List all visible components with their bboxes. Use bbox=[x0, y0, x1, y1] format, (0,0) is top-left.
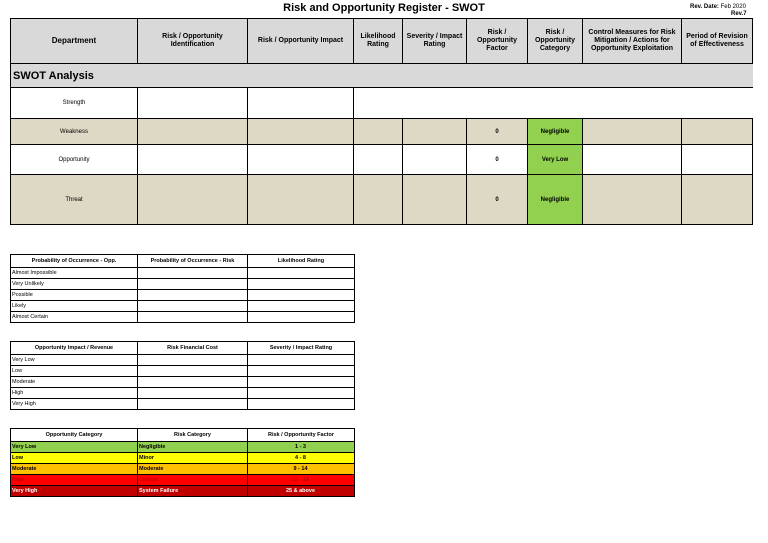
table-cell[interactable] bbox=[248, 279, 355, 290]
table-row bbox=[11, 268, 355, 279]
table-cell[interactable] bbox=[248, 388, 355, 399]
rev-date-label: Rev. Date: bbox=[690, 4, 719, 10]
category-header-row bbox=[11, 429, 355, 442]
table-row bbox=[11, 88, 753, 119]
table-row bbox=[11, 145, 753, 175]
table-cell[interactable] bbox=[138, 279, 248, 290]
risk-category: Critical bbox=[138, 475, 248, 486]
section-title: SWOT Analysis bbox=[11, 64, 753, 88]
table-row bbox=[11, 279, 355, 290]
category-header: Risk / Opportunity Factor bbox=[248, 429, 355, 442]
opp-category: High bbox=[11, 475, 138, 486]
opp-category: Very High bbox=[11, 486, 138, 497]
row-label: Threat bbox=[11, 175, 138, 225]
rev-number: Rev.7 bbox=[731, 11, 747, 17]
table-cell[interactable] bbox=[138, 119, 248, 145]
col-control-measures: Control Measures for Risk Mitigation / Actions for Opportunity Exploitation bbox=[583, 19, 682, 64]
table-row bbox=[11, 355, 355, 366]
table-cell[interactable] bbox=[248, 175, 354, 225]
table-row bbox=[11, 119, 753, 145]
table-cell[interactable] bbox=[403, 119, 467, 145]
factor-cell: 0 bbox=[467, 145, 528, 175]
table-cell[interactable] bbox=[248, 355, 355, 366]
table-cell[interactable] bbox=[248, 145, 354, 175]
table-cell[interactable] bbox=[682, 175, 753, 225]
table-cell[interactable] bbox=[138, 388, 248, 399]
table-cell[interactable] bbox=[138, 301, 248, 312]
table-cell[interactable] bbox=[354, 175, 403, 225]
table-cell[interactable] bbox=[138, 355, 248, 366]
category-header: Risk Category bbox=[138, 429, 248, 442]
severity-label: High bbox=[11, 388, 138, 399]
table-cell[interactable] bbox=[248, 290, 355, 301]
table-cell[interactable] bbox=[248, 312, 355, 323]
factor-range: 9 - 14 bbox=[248, 464, 355, 475]
table-cell[interactable] bbox=[248, 366, 355, 377]
rev-date bbox=[690, 4, 746, 10]
severity-header-row bbox=[11, 342, 355, 355]
table-cell[interactable] bbox=[138, 145, 248, 175]
opp-category: Very Low bbox=[11, 442, 138, 453]
section-row bbox=[11, 64, 753, 88]
category-row bbox=[11, 453, 355, 464]
likelihood-label: Almost Impossible bbox=[11, 268, 138, 279]
opp-category: Moderate bbox=[11, 464, 138, 475]
table-cell[interactable] bbox=[682, 145, 753, 175]
table-cell[interactable] bbox=[138, 175, 248, 225]
table-cell[interactable] bbox=[583, 119, 682, 145]
swot-register-table bbox=[10, 18, 753, 225]
table-cell[interactable] bbox=[354, 88, 753, 119]
col-factor: Risk / Opportunity Factor bbox=[467, 19, 528, 64]
table-cell[interactable] bbox=[248, 301, 355, 312]
table-cell[interactable] bbox=[682, 119, 753, 145]
col-impact: Risk / Opportunity Impact bbox=[248, 19, 354, 64]
table-cell[interactable] bbox=[248, 88, 354, 119]
table-cell[interactable] bbox=[248, 399, 355, 410]
category-row bbox=[11, 442, 355, 453]
factor-range: 15 - 19 bbox=[248, 475, 355, 486]
table-cell[interactable] bbox=[138, 399, 248, 410]
col-period-revision: Period of Revision of Effectiveness bbox=[682, 19, 753, 64]
severity-header: Opportunity Impact / Revenue bbox=[11, 342, 138, 355]
rev-date-value: Feb 2020 bbox=[720, 4, 746, 10]
table-cell[interactable] bbox=[403, 145, 467, 175]
table-row bbox=[11, 377, 355, 388]
likelihood-header-row bbox=[11, 255, 355, 268]
risk-category: Minor bbox=[138, 453, 248, 464]
risk-category: System Failure bbox=[138, 486, 248, 497]
factor-cell: 0 bbox=[467, 119, 528, 145]
likelihood-header: Likelihood Rating bbox=[248, 255, 355, 268]
table-cell[interactable] bbox=[138, 377, 248, 388]
table-cell[interactable] bbox=[583, 145, 682, 175]
risk-category: Negligible bbox=[138, 442, 248, 453]
table-cell[interactable] bbox=[403, 175, 467, 225]
row-label: Opportunity bbox=[11, 145, 138, 175]
category-cell: Negligible bbox=[528, 119, 583, 145]
register-header-row bbox=[11, 19, 753, 64]
table-cell[interactable] bbox=[138, 268, 248, 279]
category-table bbox=[10, 428, 355, 497]
table-cell[interactable] bbox=[138, 366, 248, 377]
table-cell[interactable] bbox=[583, 175, 682, 225]
col-identification: Risk / Opportunity Identification bbox=[138, 19, 248, 64]
table-cell[interactable] bbox=[248, 377, 355, 388]
col-severity: Severity / Impact Rating bbox=[403, 19, 467, 64]
table-row bbox=[11, 366, 355, 377]
page-title: Risk and Opportunity Register - SWOT bbox=[283, 2, 485, 14]
col-likelihood: Likelihood Rating bbox=[354, 19, 403, 64]
severity-label: Very Low bbox=[11, 355, 138, 366]
severity-header: Risk Financial Cost bbox=[138, 342, 248, 355]
likelihood-label: Almost Certain bbox=[11, 312, 138, 323]
severity-label: Very High bbox=[11, 399, 138, 410]
row-label: Weakness bbox=[11, 119, 138, 145]
col-department: Department bbox=[11, 19, 138, 64]
category-cell: Very Low bbox=[528, 145, 583, 175]
factor-cell: 0 bbox=[467, 175, 528, 225]
table-row bbox=[11, 388, 355, 399]
severity-label: Moderate bbox=[11, 377, 138, 388]
table-row bbox=[11, 301, 355, 312]
table-row bbox=[11, 312, 355, 323]
table-row bbox=[11, 175, 753, 225]
severity-label: Low bbox=[11, 366, 138, 377]
likelihood-table bbox=[10, 254, 355, 323]
table-cell[interactable] bbox=[138, 312, 248, 323]
table-cell[interactable] bbox=[354, 119, 403, 145]
table-cell[interactable] bbox=[138, 290, 248, 301]
severity-header: Severity / Impact Rating bbox=[248, 342, 355, 355]
category-row bbox=[11, 486, 355, 497]
table-cell[interactable] bbox=[248, 268, 355, 279]
factor-range: 1 - 3 bbox=[248, 442, 355, 453]
table-row bbox=[11, 399, 355, 410]
likelihood-label: Likely bbox=[11, 301, 138, 312]
col-category: Risk / Opportunity Category bbox=[528, 19, 583, 64]
category-row bbox=[11, 475, 355, 486]
likelihood-header: Probability of Occurrence - Opp. bbox=[11, 255, 138, 268]
opp-category: Low bbox=[11, 453, 138, 464]
severity-table bbox=[10, 341, 355, 410]
factor-range: 25 & above bbox=[248, 486, 355, 497]
likelihood-label: Possible bbox=[11, 290, 138, 301]
category-header: Opportunity Category bbox=[11, 429, 138, 442]
table-cell[interactable] bbox=[248, 119, 354, 145]
table-cell[interactable] bbox=[138, 88, 248, 119]
row-label: Strength bbox=[11, 88, 138, 119]
factor-range: 4 - 8 bbox=[248, 453, 355, 464]
table-cell[interactable] bbox=[354, 145, 403, 175]
category-cell: Negligible bbox=[528, 175, 583, 225]
likelihood-label: Very Unlikely bbox=[11, 279, 138, 290]
likelihood-header: Probability of Occurrence - Risk bbox=[138, 255, 248, 268]
table-row bbox=[11, 290, 355, 301]
category-row bbox=[11, 464, 355, 475]
risk-category: Moderate bbox=[138, 464, 248, 475]
